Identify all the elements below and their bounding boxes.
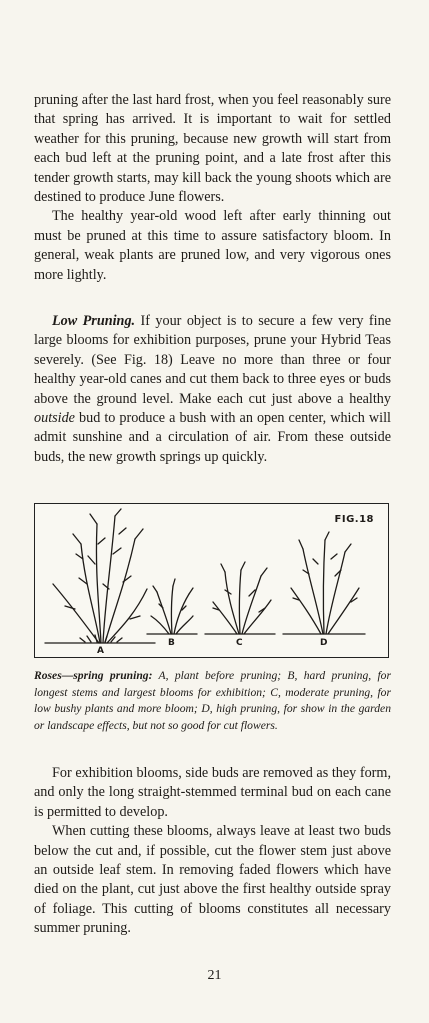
rose-illustration [35, 504, 390, 659]
plant-b-drawing [147, 579, 197, 634]
plant-c-drawing [205, 562, 275, 634]
figure-caption [34, 668, 391, 734]
figure-18 [34, 503, 389, 658]
paragraph: The healthy year-old wood left after early thinning out must be pruned at this time to assure satisfactory bloom. In general, weak plants are pruned low, and very vigorous ones more lightly. [34, 208, 391, 283]
page-number: 21 [207, 968, 222, 983]
plant-label-c: C [236, 638, 243, 648]
paragraph: When cutting these blooms, always leave at least two buds below the cut and, if possible, cut the flower stem just above an outside leaf stem. In removing faded flowers which have died on the plant, cut just above the first healthy outside spray of foliage. This cutting of blooms constitutes all necessary summer pruning. [34, 823, 391, 937]
low-pruning-heading: Low Pruning. [52, 313, 136, 329]
plant-label-a: A [97, 646, 104, 656]
plant-a-drawing [45, 509, 155, 643]
low-pruning-section [34, 312, 391, 467]
caption-heading: Roses—spring pruning: [34, 669, 153, 682]
emphasis-text: outside [34, 410, 75, 427]
bottom-text [34, 764, 391, 939]
plant-label-d: D [320, 638, 328, 648]
paragraph: pruning after the last hard frost, when you feel reasonably sure that spring has arrived. It is important to wait for settled weather for this pruning, because new growth will start from each bud left at the pruning point, and a late frost after this tender growth starts, may kill back the young shoots which are destined to produce June flowers. [34, 92, 391, 206]
plant-d-drawing [283, 532, 365, 634]
caption-text: A, plant before pruning; B, hard pruning, for longest stems and largest blooms for exhibition; C, moderate pruning, for low bushy plants and more bloom; D, high pruning, for show in the garden or landscape effects, but not so good for cut flowers. [34, 669, 391, 732]
paragraph-text: bud to produce a bush with an open center, which will admit sunshine and a circulation of air. From these outside buds, the new growth springs up quickly. [34, 410, 391, 465]
top-text [34, 91, 391, 285]
figure-label: FIG.18 [334, 514, 374, 525]
paragraph-text: If your object is to secure a few very fine large blooms for exhibition purposes, prune your Hybrid Teas severely. (See Fig. 18) Leave no more than three or four healthy year-old canes and cut them back to three eyes or buds above the ground level. Make each cut just above a healthy [34, 313, 391, 407]
plant-label-b: B [168, 638, 175, 648]
paragraph [34, 312, 391, 467]
paragraph: For exhibition blooms, side buds are removed as they form, and only the long straight-stemmed terminal bud on each cane is permitted to develop. [34, 765, 391, 820]
